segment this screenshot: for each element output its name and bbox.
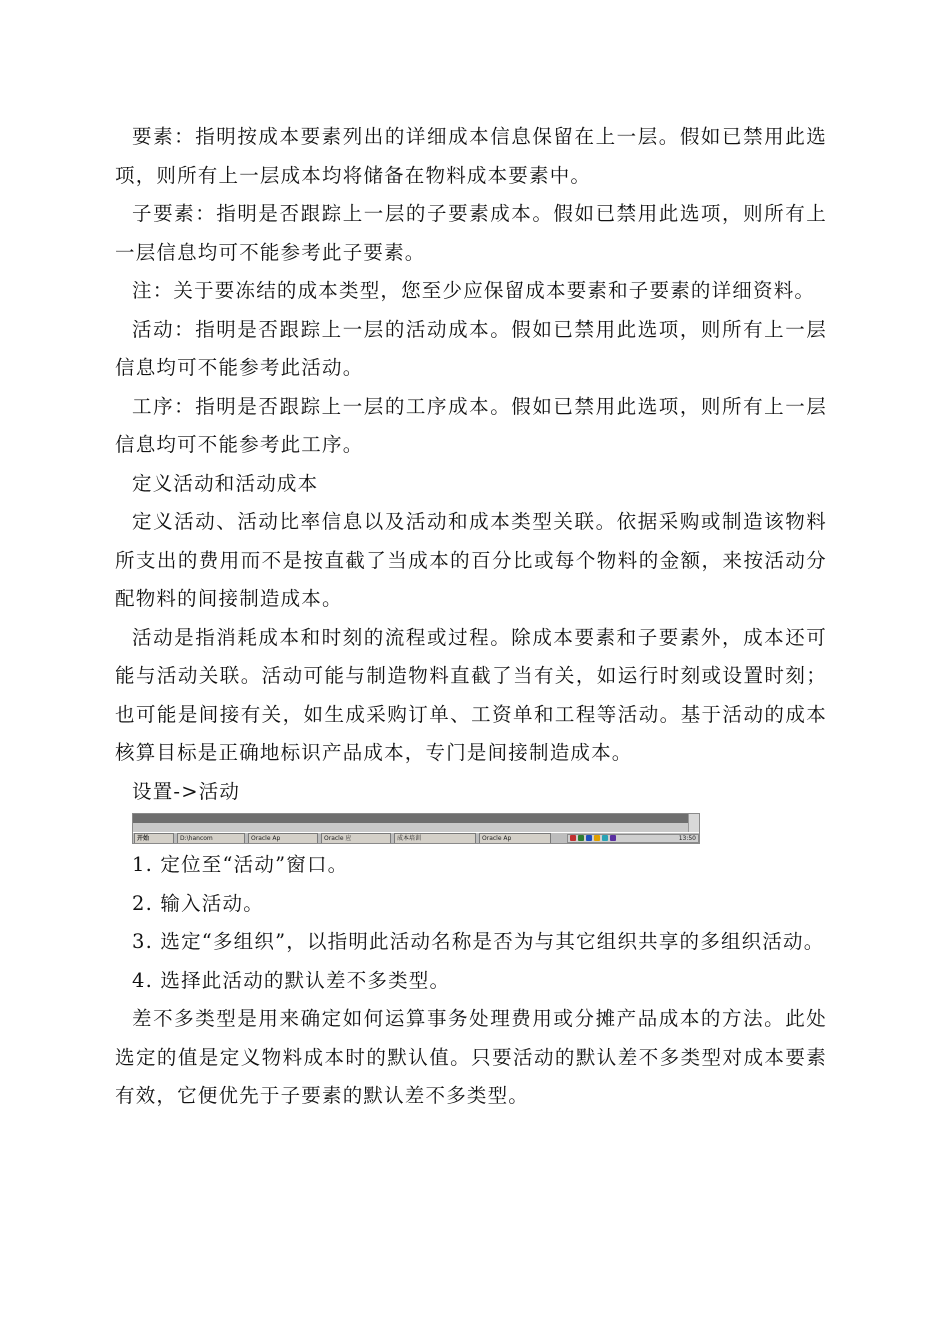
tray-icon — [578, 835, 584, 841]
tray-icon — [602, 835, 608, 841]
start-button: 开始 — [134, 833, 174, 844]
screenshot-window-titlebar — [133, 814, 699, 823]
screenshot-scrollbar — [688, 814, 699, 834]
paragraph-define-activities: 定义活动、活动比率信息以及活动和成本类型关联。依据采购或制造该物料所支出的费用而不是按直截了当成本的百分比或每个物料的金额，来按活动分配物料的间接制造成本。 — [115, 510, 827, 610]
taskbar-button: 成本培训 — [394, 833, 476, 844]
paragraph-elements: 要素：指明按成本要素列出的详细成本信息保留在上一层。假如已禁用此选项，则所有上一层成本均将储备在物料成本要素中。 — [115, 125, 827, 187]
screenshot-taskbar — [133, 832, 699, 843]
paragraph-basis-type: 差不多类型是用来确定如何运算事务处理费用或分摊产品成本的方法。此处选定的值是定义物料成本时的默认值。只要活动的默认差不多类型对成本要素有效，它便优先于子要素的默认差不多类型。 — [115, 1007, 827, 1107]
paragraph-activity: 活动：指明是否跟踪上一层的活动成本。假如已禁用此选项，则所有上一层信息均可不能参考此活动。 — [115, 317, 827, 379]
paragraph-operation: 工序：指明是否跟踪上一层的工序成本。假如已禁用此选项，则所有上一层信息均可不能参考此工序。 — [115, 394, 827, 456]
paragraph-sub-elements: 子要素：指明是否跟踪上一层的子要素成本。假如已禁用此选项，则所有上一层信息均可不能参考此子要素。 — [115, 202, 827, 264]
step-4: 4. 选择此活动的默认差不多类型。 — [132, 968, 451, 992]
taskbar-button: D:\hancom — [177, 833, 245, 844]
step-1: 1. 定位至“活动”窗口。 — [132, 853, 349, 876]
tray-icon — [594, 835, 600, 841]
tray-icon — [610, 835, 616, 841]
section-heading: 定义活动和活动成本 — [132, 471, 319, 495]
tray-icon — [586, 835, 592, 841]
tray-clock: 13:50 — [678, 834, 696, 842]
step-2: 2. 输入活动。 — [132, 891, 264, 915]
step-3: 3. 选定“多组织”，以指明此活动名称是否为与其它组织共享的多组织活动。 — [132, 930, 825, 953]
taskbar-button: Oracle Ap — [248, 833, 318, 844]
tray-icon — [570, 835, 576, 841]
paragraph-note: 注：关于要冻结的成本类型，您至少应保留成本要素和子要素的详细资料。 — [132, 279, 816, 302]
paragraph-activity-definition: 活动是指消耗成本和时刻的流程或过程。除成本要素和子要素外，成本还可能与活动关联。活动可能与制造物料直截了当有关，如运行时刻或设置时刻；也可能是间接有关，如生成采购订单、工资单和工程等活动。基于活动的成本核算目标是正确地标识产品成本，专门是间接制造成本。 — [115, 625, 827, 764]
taskbar-button: Oracle 应 — [321, 833, 391, 844]
taskbar-button: Oracle Ap — [479, 833, 551, 844]
embedded-screenshot — [132, 813, 700, 844]
navigation-path: 设置->活动 — [132, 779, 241, 803]
system-tray — [567, 834, 699, 843]
document-body — [115, 118, 827, 1116]
